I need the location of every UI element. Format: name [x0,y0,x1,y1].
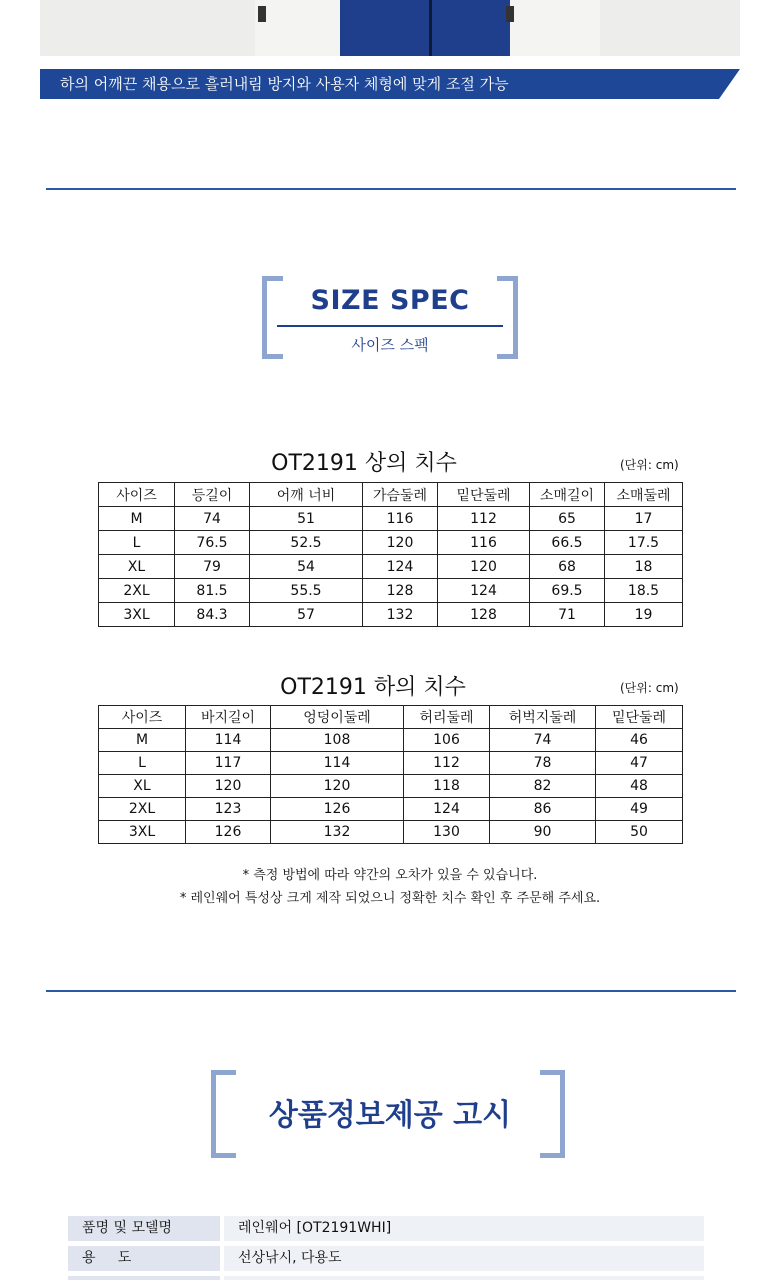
buckle-left [258,6,266,22]
table-cell: 116 [438,531,530,555]
note-sizing: * 레인웨어 특성상 크게 제작 되었으니 정확한 치수 확인 후 주문해 주세요. [179,891,601,906]
size-spec-underline [277,325,503,327]
table-cell: 48 [596,775,683,798]
table-cell: 84.3 [175,603,250,627]
table-cell: 74 [490,729,596,752]
column-header: 소매둘레 [605,483,683,507]
table-cell: 112 [404,752,490,775]
table-cell: 49 [596,798,683,821]
size-cell: L [99,531,175,555]
table-row [99,531,683,555]
table-cell: 126 [271,798,404,821]
table-cell: 124 [438,579,530,603]
zipper [429,0,432,56]
table-cell: 132 [271,821,404,844]
product-photo [40,0,740,56]
feature-banner-text: 하의 어깨끈 채용으로 흘러내림 방지와 사용자 체형에 맞게 조절 가능 [60,75,509,93]
table-cell: 120 [438,555,530,579]
table-cell: 86 [490,798,596,821]
table-header-row [99,706,683,729]
table-cell: 57 [250,603,363,627]
table-cell: 116 [363,507,438,531]
size-cell: 3XL [99,603,175,627]
table-cell: 120 [271,775,404,798]
table-cell: 65 [530,507,605,531]
column-header: 사이즈 [99,706,186,729]
table-row [99,798,683,821]
table-cell: 120 [186,775,271,798]
size-cell: L [99,752,186,775]
top-table-unit: (단위: cm) [620,458,679,472]
table-cell: 47 [596,752,683,775]
size-cell: M [99,507,175,531]
table-row [99,603,683,627]
info-value: 레인웨어 [OT2191WHI] [224,1216,704,1241]
table-cell: 90 [490,821,596,844]
column-header: 가슴둘레 [363,483,438,507]
bottom-size-table [98,705,683,844]
column-header: 어깨 너비 [250,483,363,507]
table-cell: 71 [530,603,605,627]
bottom-table-unit: (단위: cm) [620,681,679,695]
info-row-usage [68,1246,704,1271]
table-cell: 124 [363,555,438,579]
table-cell: 81.5 [175,579,250,603]
table-cell: 117 [186,752,271,775]
column-header: 사이즈 [99,483,175,507]
table-cell: 66.5 [530,531,605,555]
table-row [99,752,683,775]
table-cell: 106 [404,729,490,752]
column-header: 소매길이 [530,483,605,507]
table-cell: 55.5 [250,579,363,603]
table-cell: 69.5 [530,579,605,603]
info-row-partial [224,1276,704,1280]
table-cell: 120 [363,531,438,555]
table-cell: 114 [271,752,404,775]
table-cell: 18 [605,555,683,579]
table-cell: 118 [404,775,490,798]
table-cell: 124 [404,798,490,821]
table-cell: 114 [186,729,271,752]
table-cell: 51 [250,507,363,531]
table-cell: 130 [404,821,490,844]
size-cell: M [99,729,186,752]
size-cell: 3XL [99,821,186,844]
table-cell: 132 [363,603,438,627]
top-table-title: OT2191 상의 치수 [271,451,457,476]
column-header: 바지길이 [186,706,271,729]
table-cell: 79 [175,555,250,579]
column-header: 등길이 [175,483,250,507]
table-header-row [99,483,683,507]
table-cell: 123 [186,798,271,821]
column-header: 밑단둘레 [438,483,530,507]
table-cell: 17.5 [605,531,683,555]
info-label: 용 도 [68,1246,220,1271]
table-row [99,729,683,752]
table-row [99,775,683,798]
note-measurement: * 측정 방법에 따라 약간의 오차가 있을 수 있습니다. [242,868,538,883]
size-spec-subtitle: 사이즈 스펙 [351,336,429,354]
table-cell: 128 [438,603,530,627]
size-cell: XL [99,775,186,798]
table-cell: 18.5 [605,579,683,603]
table-row [99,555,683,579]
size-spec-title: SIZE SPEC [310,285,470,316]
info-row-model [68,1216,704,1241]
top-size-table [98,482,683,627]
size-cell: XL [99,555,175,579]
size-cell: 2XL [99,798,186,821]
table-cell: 112 [438,507,530,531]
table-cell: 17 [605,507,683,531]
jacket-right-panel [510,0,600,56]
table-cell: 108 [271,729,404,752]
table-cell: 46 [596,729,683,752]
bottom-table-title: OT2191 하의 치수 [280,675,466,700]
table-cell: 68 [530,555,605,579]
table-cell: 128 [363,579,438,603]
table-cell: 76.5 [175,531,250,555]
table-cell: 126 [186,821,271,844]
column-header: 밑단둘레 [596,706,683,729]
notice-title: 상품정보제공 고시 [268,1098,512,1133]
column-header: 허리둘레 [404,706,490,729]
jacket-left-panel [255,0,345,56]
table-cell: 50 [596,821,683,844]
info-label: 품명 및 모델명 [68,1216,220,1241]
buckle-right [506,6,514,22]
table-row [99,507,683,531]
section-divider [46,990,736,992]
size-cell: 2XL [99,579,175,603]
table-cell: 82 [490,775,596,798]
table-row [99,579,683,603]
info-row-partial [68,1276,220,1280]
column-header: 엉덩이둘레 [271,706,404,729]
table-cell: 74 [175,507,250,531]
info-value: 선상낚시, 다용도 [224,1246,704,1271]
table-cell: 78 [490,752,596,775]
section-divider [46,188,736,190]
table-cell: 19 [605,603,683,627]
table-row [99,821,683,844]
column-header: 허벅지둘레 [490,706,596,729]
table-cell: 54 [250,555,363,579]
table-cell: 52.5 [250,531,363,555]
